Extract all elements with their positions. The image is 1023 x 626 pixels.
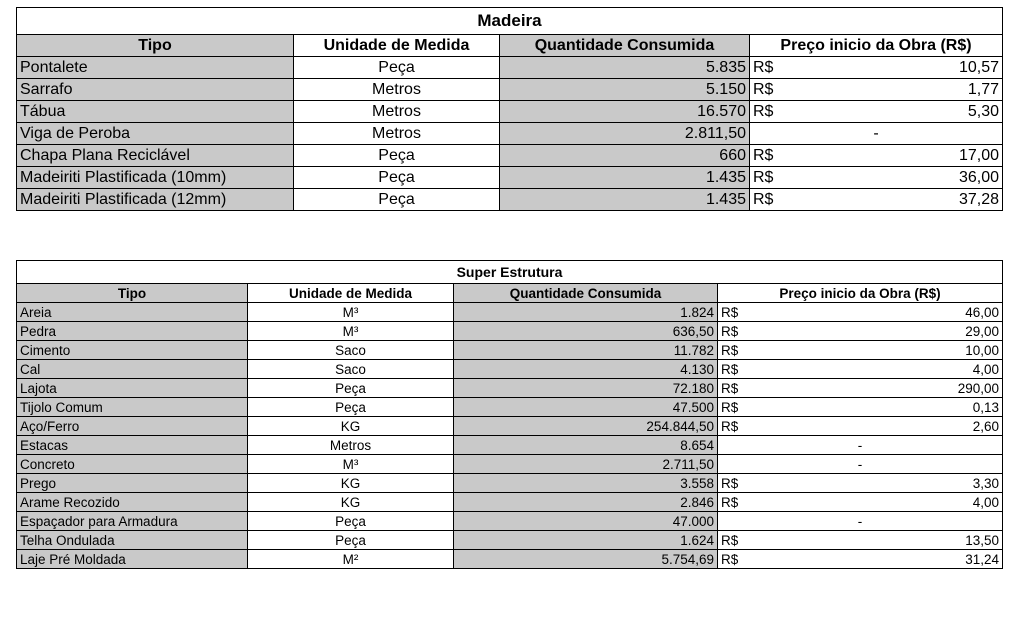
- cell-quantidade: 72.180: [454, 379, 718, 398]
- column-header-preco: Preço inicio da Obra (R$): [718, 284, 1003, 303]
- table-title: Super Estrutura: [17, 261, 1003, 284]
- cell-preco: 36,00: [819, 167, 1003, 189]
- cell-tipo: Laje Pré Moldada: [17, 550, 248, 569]
- column-header-quantidade: Quantidade Consumida: [454, 284, 718, 303]
- cell-unidade: Saco: [248, 341, 454, 360]
- table-row: [17, 360, 1003, 379]
- cell-quantidade: 5.754,69: [454, 550, 718, 569]
- table-row: [17, 101, 1003, 123]
- cell-moeda: R$: [718, 474, 773, 493]
- cell-unidade: Metros: [294, 101, 500, 123]
- cell-preco: -: [718, 436, 1003, 455]
- column-header-quantidade: Quantidade Consumida: [500, 35, 750, 57]
- cell-unidade: KG: [248, 493, 454, 512]
- cell-unidade: M³: [248, 455, 454, 474]
- cell-quantidade: 2.846: [454, 493, 718, 512]
- cell-tipo: Tábua: [17, 101, 294, 123]
- cell-preco: 10,57: [819, 57, 1003, 79]
- cell-moeda: R$: [718, 398, 773, 417]
- cell-quantidade: 2.811,50: [500, 123, 750, 145]
- cell-tipo: Telha Ondulada: [17, 531, 248, 550]
- cell-quantidade: 5.150: [500, 79, 750, 101]
- cell-unidade: Peça: [248, 512, 454, 531]
- cell-unidade: Metros: [294, 79, 500, 101]
- cell-unidade: Peça: [294, 167, 500, 189]
- cell-preco: 10,00: [773, 341, 1003, 360]
- cell-moeda: R$: [718, 360, 773, 379]
- cell-unidade: KG: [248, 417, 454, 436]
- cell-preco: 3,30: [773, 474, 1003, 493]
- table-row: [17, 322, 1003, 341]
- cell-moeda: R$: [718, 493, 773, 512]
- cell-unidade: Peça: [248, 398, 454, 417]
- column-header-tipo: Tipo: [17, 35, 294, 57]
- table-row: [17, 531, 1003, 550]
- cell-preco: 4,00: [773, 493, 1003, 512]
- cell-preco: 0,13: [773, 398, 1003, 417]
- cell-tipo: Lajota: [17, 379, 248, 398]
- cell-tipo: Viga de Peroba: [17, 123, 294, 145]
- cell-tipo: Tijolo Comum: [17, 398, 248, 417]
- cell-moeda: R$: [718, 303, 773, 322]
- cell-quantidade: 3.558: [454, 474, 718, 493]
- cell-moeda: R$: [718, 379, 773, 398]
- cell-quantidade: 11.782: [454, 341, 718, 360]
- cell-tipo: Aço/Ferro: [17, 417, 248, 436]
- table-row: [17, 145, 1003, 167]
- cell-tipo: Pontalete: [17, 57, 294, 79]
- cell-quantidade: 660: [500, 145, 750, 167]
- cell-unidade: M²: [248, 550, 454, 569]
- table-row: [17, 455, 1003, 474]
- table-row: [17, 57, 1003, 79]
- cell-preco: -: [718, 455, 1003, 474]
- cell-unidade: Peça: [294, 57, 500, 79]
- cell-quantidade: 4.130: [454, 360, 718, 379]
- cell-preco: -: [718, 512, 1003, 531]
- cell-tipo: Areia: [17, 303, 248, 322]
- cell-unidade: Metros: [248, 436, 454, 455]
- cell-preco: 31,24: [773, 550, 1003, 569]
- cell-tipo: Pedra: [17, 322, 248, 341]
- cell-tipo: Arame Recozido: [17, 493, 248, 512]
- cell-unidade: KG: [248, 474, 454, 493]
- cell-quantidade: 5.835: [500, 57, 750, 79]
- cell-tipo: Cal: [17, 360, 248, 379]
- cell-preco: -: [750, 123, 1003, 145]
- table-row: [17, 303, 1003, 322]
- column-header-tipo: Tipo: [17, 284, 248, 303]
- cell-tipo: Estacas: [17, 436, 248, 455]
- cell-moeda: R$: [718, 417, 773, 436]
- cell-quantidade: 47.500: [454, 398, 718, 417]
- cell-moeda: R$: [718, 322, 773, 341]
- cell-preco: 2,60: [773, 417, 1003, 436]
- cell-unidade: Peça: [248, 379, 454, 398]
- table-title: Madeira: [17, 8, 1003, 35]
- table-row: [17, 79, 1003, 101]
- cell-preco: 13,50: [773, 531, 1003, 550]
- table-row: [17, 417, 1003, 436]
- cell-unidade: Peça: [294, 189, 500, 211]
- cell-preco: 4,00: [773, 360, 1003, 379]
- cell-tipo: Prego: [17, 474, 248, 493]
- cell-preco: 290,00: [773, 379, 1003, 398]
- table-row: [17, 512, 1003, 531]
- cell-unidade: Peça: [294, 145, 500, 167]
- cell-tipo: Concreto: [17, 455, 248, 474]
- table-row: [17, 379, 1003, 398]
- cell-moeda: R$: [750, 189, 819, 211]
- cell-quantidade: 47.000: [454, 512, 718, 531]
- cell-quantidade: 1.435: [500, 167, 750, 189]
- cell-moeda: R$: [750, 167, 819, 189]
- cell-preco: 5,30: [819, 101, 1003, 123]
- table-row: [17, 123, 1003, 145]
- cell-tipo: Espaçador para Armadura: [17, 512, 248, 531]
- table-row: [17, 341, 1003, 360]
- table-row: [17, 189, 1003, 211]
- cell-unidade: Peça: [248, 531, 454, 550]
- column-header-unidade: Unidade de Medida: [294, 35, 500, 57]
- cell-unidade: Metros: [294, 123, 500, 145]
- cell-unidade: M³: [248, 303, 454, 322]
- cell-preco: 46,00: [773, 303, 1003, 322]
- table-row: [17, 474, 1003, 493]
- column-header-unidade: Unidade de Medida: [248, 284, 454, 303]
- table-row: [17, 550, 1003, 569]
- cell-quantidade: 636,50: [454, 322, 718, 341]
- cell-moeda: R$: [750, 79, 819, 101]
- cell-moeda: R$: [750, 145, 819, 167]
- cell-moeda: R$: [750, 101, 819, 123]
- cell-unidade: M³: [248, 322, 454, 341]
- table-row: [17, 493, 1003, 512]
- cell-preco: 17,00: [819, 145, 1003, 167]
- cell-quantidade: 16.570: [500, 101, 750, 123]
- cell-moeda: R$: [718, 550, 773, 569]
- table-row: [17, 436, 1003, 455]
- cell-preco: 29,00: [773, 322, 1003, 341]
- cell-preco: 37,28: [819, 189, 1003, 211]
- cell-unidade: Saco: [248, 360, 454, 379]
- cell-tipo: Chapa Plana Reciclável: [17, 145, 294, 167]
- super-estrutura-table: [16, 260, 1003, 569]
- cell-quantidade: 8.654: [454, 436, 718, 455]
- cell-quantidade: 1.624: [454, 531, 718, 550]
- table-row: [17, 167, 1003, 189]
- cell-moeda: R$: [750, 57, 819, 79]
- madeira-table: [16, 7, 1003, 211]
- cell-quantidade: 254.844,50: [454, 417, 718, 436]
- cell-moeda: R$: [718, 341, 773, 360]
- cell-tipo: Sarrafo: [17, 79, 294, 101]
- column-header-preco: Preço inicio da Obra (R$): [750, 35, 1003, 57]
- cell-tipo: Cimento: [17, 341, 248, 360]
- cell-tipo: Madeiriti Plastificada (12mm): [17, 189, 294, 211]
- cell-tipo: Madeiriti Plastificada (10mm): [17, 167, 294, 189]
- cell-quantidade: 1.824: [454, 303, 718, 322]
- table-row: [17, 398, 1003, 417]
- cell-preco: 1,77: [819, 79, 1003, 101]
- cell-quantidade: 2.711,50: [454, 455, 718, 474]
- cell-quantidade: 1.435: [500, 189, 750, 211]
- cell-moeda: R$: [718, 531, 773, 550]
